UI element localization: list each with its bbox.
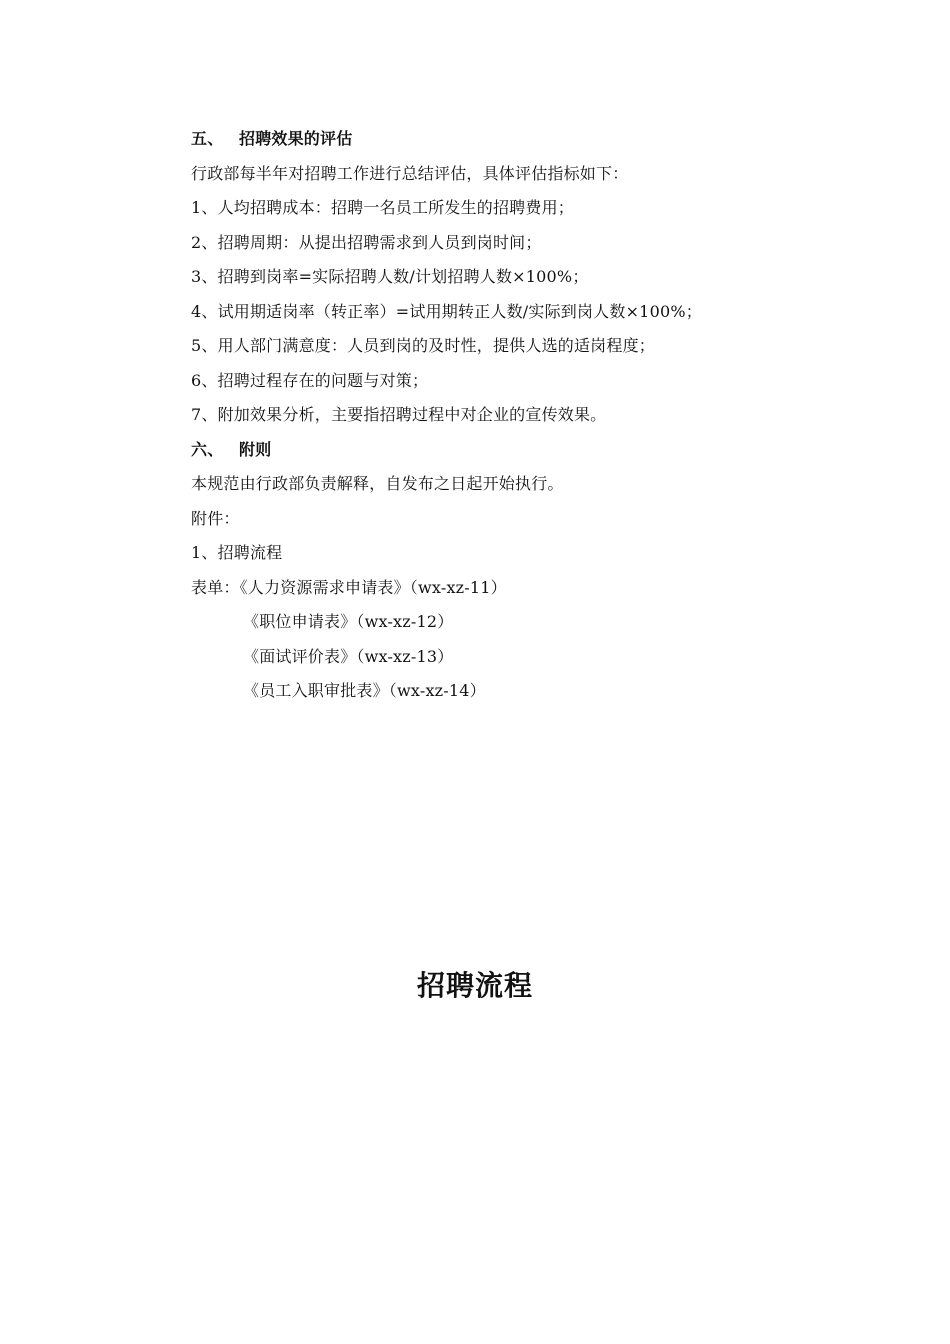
list-item: 7、附加效果分析，主要指招聘过程中对企业的宣传效果。 (191, 405, 607, 424)
section-heading-appendix (191, 433, 831, 468)
section-number: 六、 (191, 439, 224, 459)
section-number: 五、 (191, 129, 224, 148)
attachment-item: 1、招聘流程 (191, 543, 283, 562)
list-item: 6、招聘过程存在的问题与对策； (191, 370, 429, 390)
section-title: 附则 (239, 439, 272, 459)
form-list-item: 《职位申请表》（wx-xz-12） (243, 612, 454, 631)
form-list-item: 《面试评价表》（wx-xz-13） (243, 646, 454, 666)
list-item: 4、试用期适岗率（转正率）=试用期转正人数/实际到岗人数×100%； (191, 301, 702, 321)
document-body (191, 122, 831, 709)
form-list-first: 表单：《人力资源需求申请表》（wx-xz-11） (191, 577, 507, 597)
section-title: 招聘效果的评估 (239, 129, 353, 148)
flow-title: 招聘流程 (416, 969, 533, 1002)
list-item: 2、招聘周期：从提出招聘需求到人员到岗时间； (191, 232, 542, 252)
section-heading-evaluation (191, 122, 831, 157)
evaluation-list (191, 191, 831, 433)
list-item: 1、人均招聘成本：招聘一名员工所发生的招聘费用； (191, 198, 574, 217)
form-list-item: 《员工入职审批表》（wx-xz-14） (243, 681, 486, 700)
list-item: 5、用人部门满意度：人员到岗的及时性，提供人选的适岗程度； (191, 336, 655, 355)
attachment-label: 附件： (191, 508, 240, 528)
list-item: 3、招聘到岗率=实际招聘人数/计划招聘人数×100%； (191, 267, 589, 286)
intro-paragraph: 行政部每半年对招聘工作进行总结评估，具体评估指标如下： (191, 163, 629, 183)
rule-paragraph: 本规范由行政部负责解释，自发布之日起开始执行。 (191, 474, 564, 493)
